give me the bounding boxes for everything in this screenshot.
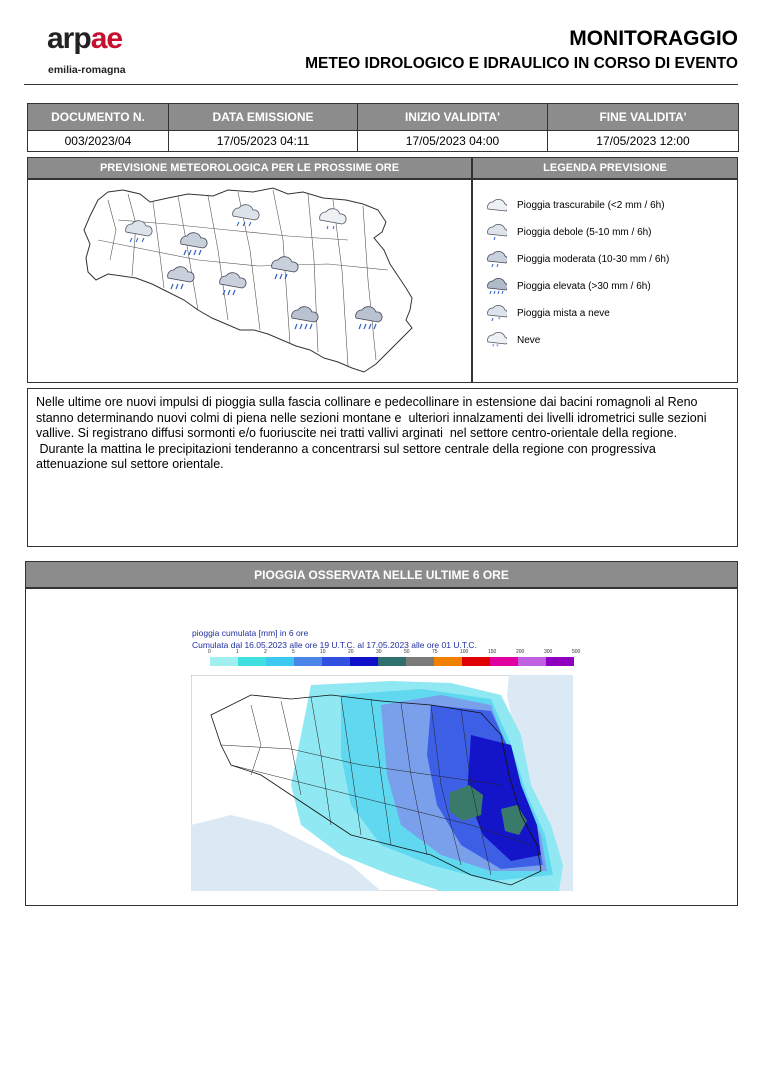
color-scale-label: 150 (488, 649, 497, 655)
color-scale-segment (294, 657, 322, 666)
observed-panel-title: PIOGGIA OSSERVATA NELLE ULTIME 6 ORE (25, 561, 738, 588)
color-scale-label: 200 (516, 649, 525, 655)
legend-label: Pioggia debole (5-10 mm / 6h) (517, 226, 652, 238)
legend-item (487, 278, 651, 294)
forecast-weather-icons (126, 205, 382, 329)
light-rain-icon (487, 224, 507, 240)
color-scale-label: 1 (236, 649, 239, 655)
page-title: MONITORAGGIO (569, 27, 738, 50)
legend-panel (472, 179, 738, 383)
forecast-map (27, 179, 472, 383)
document-number: 003/2023/04 (28, 131, 169, 152)
color-scale-label: 10 (320, 649, 326, 655)
heavy-rain-icon (487, 278, 507, 294)
legend-panel-title: LEGENDA PREVISIONE (472, 157, 738, 179)
svg-text:* *: * * (492, 344, 499, 348)
page-subtitle: METEO IDROLOGICO E IDRAULICO IN CORSO DI EVENTO (305, 55, 738, 72)
validity-end: 17/05/2023 12:00 (548, 131, 739, 152)
color-scale-label: 500 (572, 649, 581, 655)
cloud-icon (487, 197, 507, 213)
observed-rain-map (191, 675, 573, 891)
snow-icon (487, 332, 507, 348)
color-scale-segment (350, 657, 378, 666)
legend-item (487, 197, 665, 213)
color-scale-segment (266, 657, 294, 666)
color-scale-label: 75 (432, 649, 438, 655)
description-text: Nelle ultime ore nuovi impulsi di pioggia sulla fascia collinare e pedecollinare in estensione dai bacini romagnoli al Reno stanno determinando nuovi colmi di piena nelle sezioni montane e ulteriori innalzamenti dei livelli idrometrici sulle sezioni vallive. Si registrano diffusi sormonti e/o fuoriuscite nei tratti vallivi arginati nel settore centro-orientale della regione. Durante la mattina le precipitazioni tenderanno a concentrarsi sul settore centrale della regione con progressiva attenuazione sul settore orientale. (36, 395, 707, 471)
legend-label: Pioggia elevata (>30 mm / 6h) (517, 280, 651, 292)
map-subtitle: Cumulata dal 16.05.2023 alle ore 19 U.T.C. al 17.05.2023 alle ore 01 U.T.C. (192, 640, 477, 650)
color-scale-label: 300 (544, 649, 553, 655)
table-header-row (28, 104, 739, 131)
map-title: pioggia cumulata [mm] in 6 ore (192, 628, 309, 638)
table-row (28, 131, 739, 152)
logo-subtitle: emilia-romagna (48, 64, 126, 76)
legend-item (487, 332, 540, 348)
color-scale-segment (518, 657, 546, 666)
issue-date: 17/05/2023 04:11 (169, 131, 358, 152)
legend-label: Pioggia mista a neve (517, 307, 610, 319)
forecast-map-svg (28, 180, 471, 382)
arpae-logo (47, 24, 122, 54)
document-info-table (27, 103, 739, 152)
color-scale-segment (546, 657, 574, 666)
header-validity-end: FINE VALIDITA' (548, 104, 739, 131)
moderate-rain-icon (487, 251, 507, 267)
color-scale-segment (434, 657, 462, 666)
color-scale-label: 30 (376, 649, 382, 655)
svg-text:*: * (498, 317, 501, 321)
color-scale-segment (406, 657, 434, 666)
legend-label: Neve (517, 334, 541, 346)
color-scale-label: 100 (460, 649, 469, 655)
situation-description (27, 388, 738, 547)
color-scale-segment (490, 657, 518, 666)
sleet-icon (487, 305, 507, 321)
color-scale-segment (238, 657, 266, 666)
header-validity-start: INIZIO VALIDITA' (358, 104, 548, 131)
legend-label: Pioggia moderata (10-30 mm / 6h) (517, 253, 670, 265)
color-scale-segment (378, 657, 406, 666)
legend-item (487, 224, 652, 240)
header-document-number: DOCUMENTO N. (28, 104, 169, 131)
color-scale (210, 657, 574, 666)
validity-start: 17/05/2023 04:00 (358, 131, 548, 152)
color-scale-labels (208, 649, 581, 657)
color-scale-label: 50 (404, 649, 410, 655)
logo-text-red: ae (90, 22, 123, 55)
color-scale-segment (210, 657, 238, 666)
legend-item (487, 305, 610, 321)
legend-label: Pioggia trascurabile (<2 mm / 6h) (517, 199, 665, 211)
color-scale-label: 2 (264, 649, 267, 655)
header-divider (24, 84, 738, 85)
color-scale-label: 20 (348, 649, 354, 655)
header-issue-date: DATA EMISSIONE (169, 104, 358, 131)
color-scale-segment (322, 657, 350, 666)
color-scale-label: 0 (208, 649, 211, 655)
color-scale-label: 5 (292, 649, 295, 655)
observed-rain-panel (25, 588, 738, 906)
legend-item (487, 251, 669, 267)
forecast-panel-title: PREVISIONE METEOROLOGICA PER LE PROSSIME ORE (27, 157, 472, 179)
logo-text-dark: arp (47, 22, 91, 55)
color-scale-segment (462, 657, 490, 666)
